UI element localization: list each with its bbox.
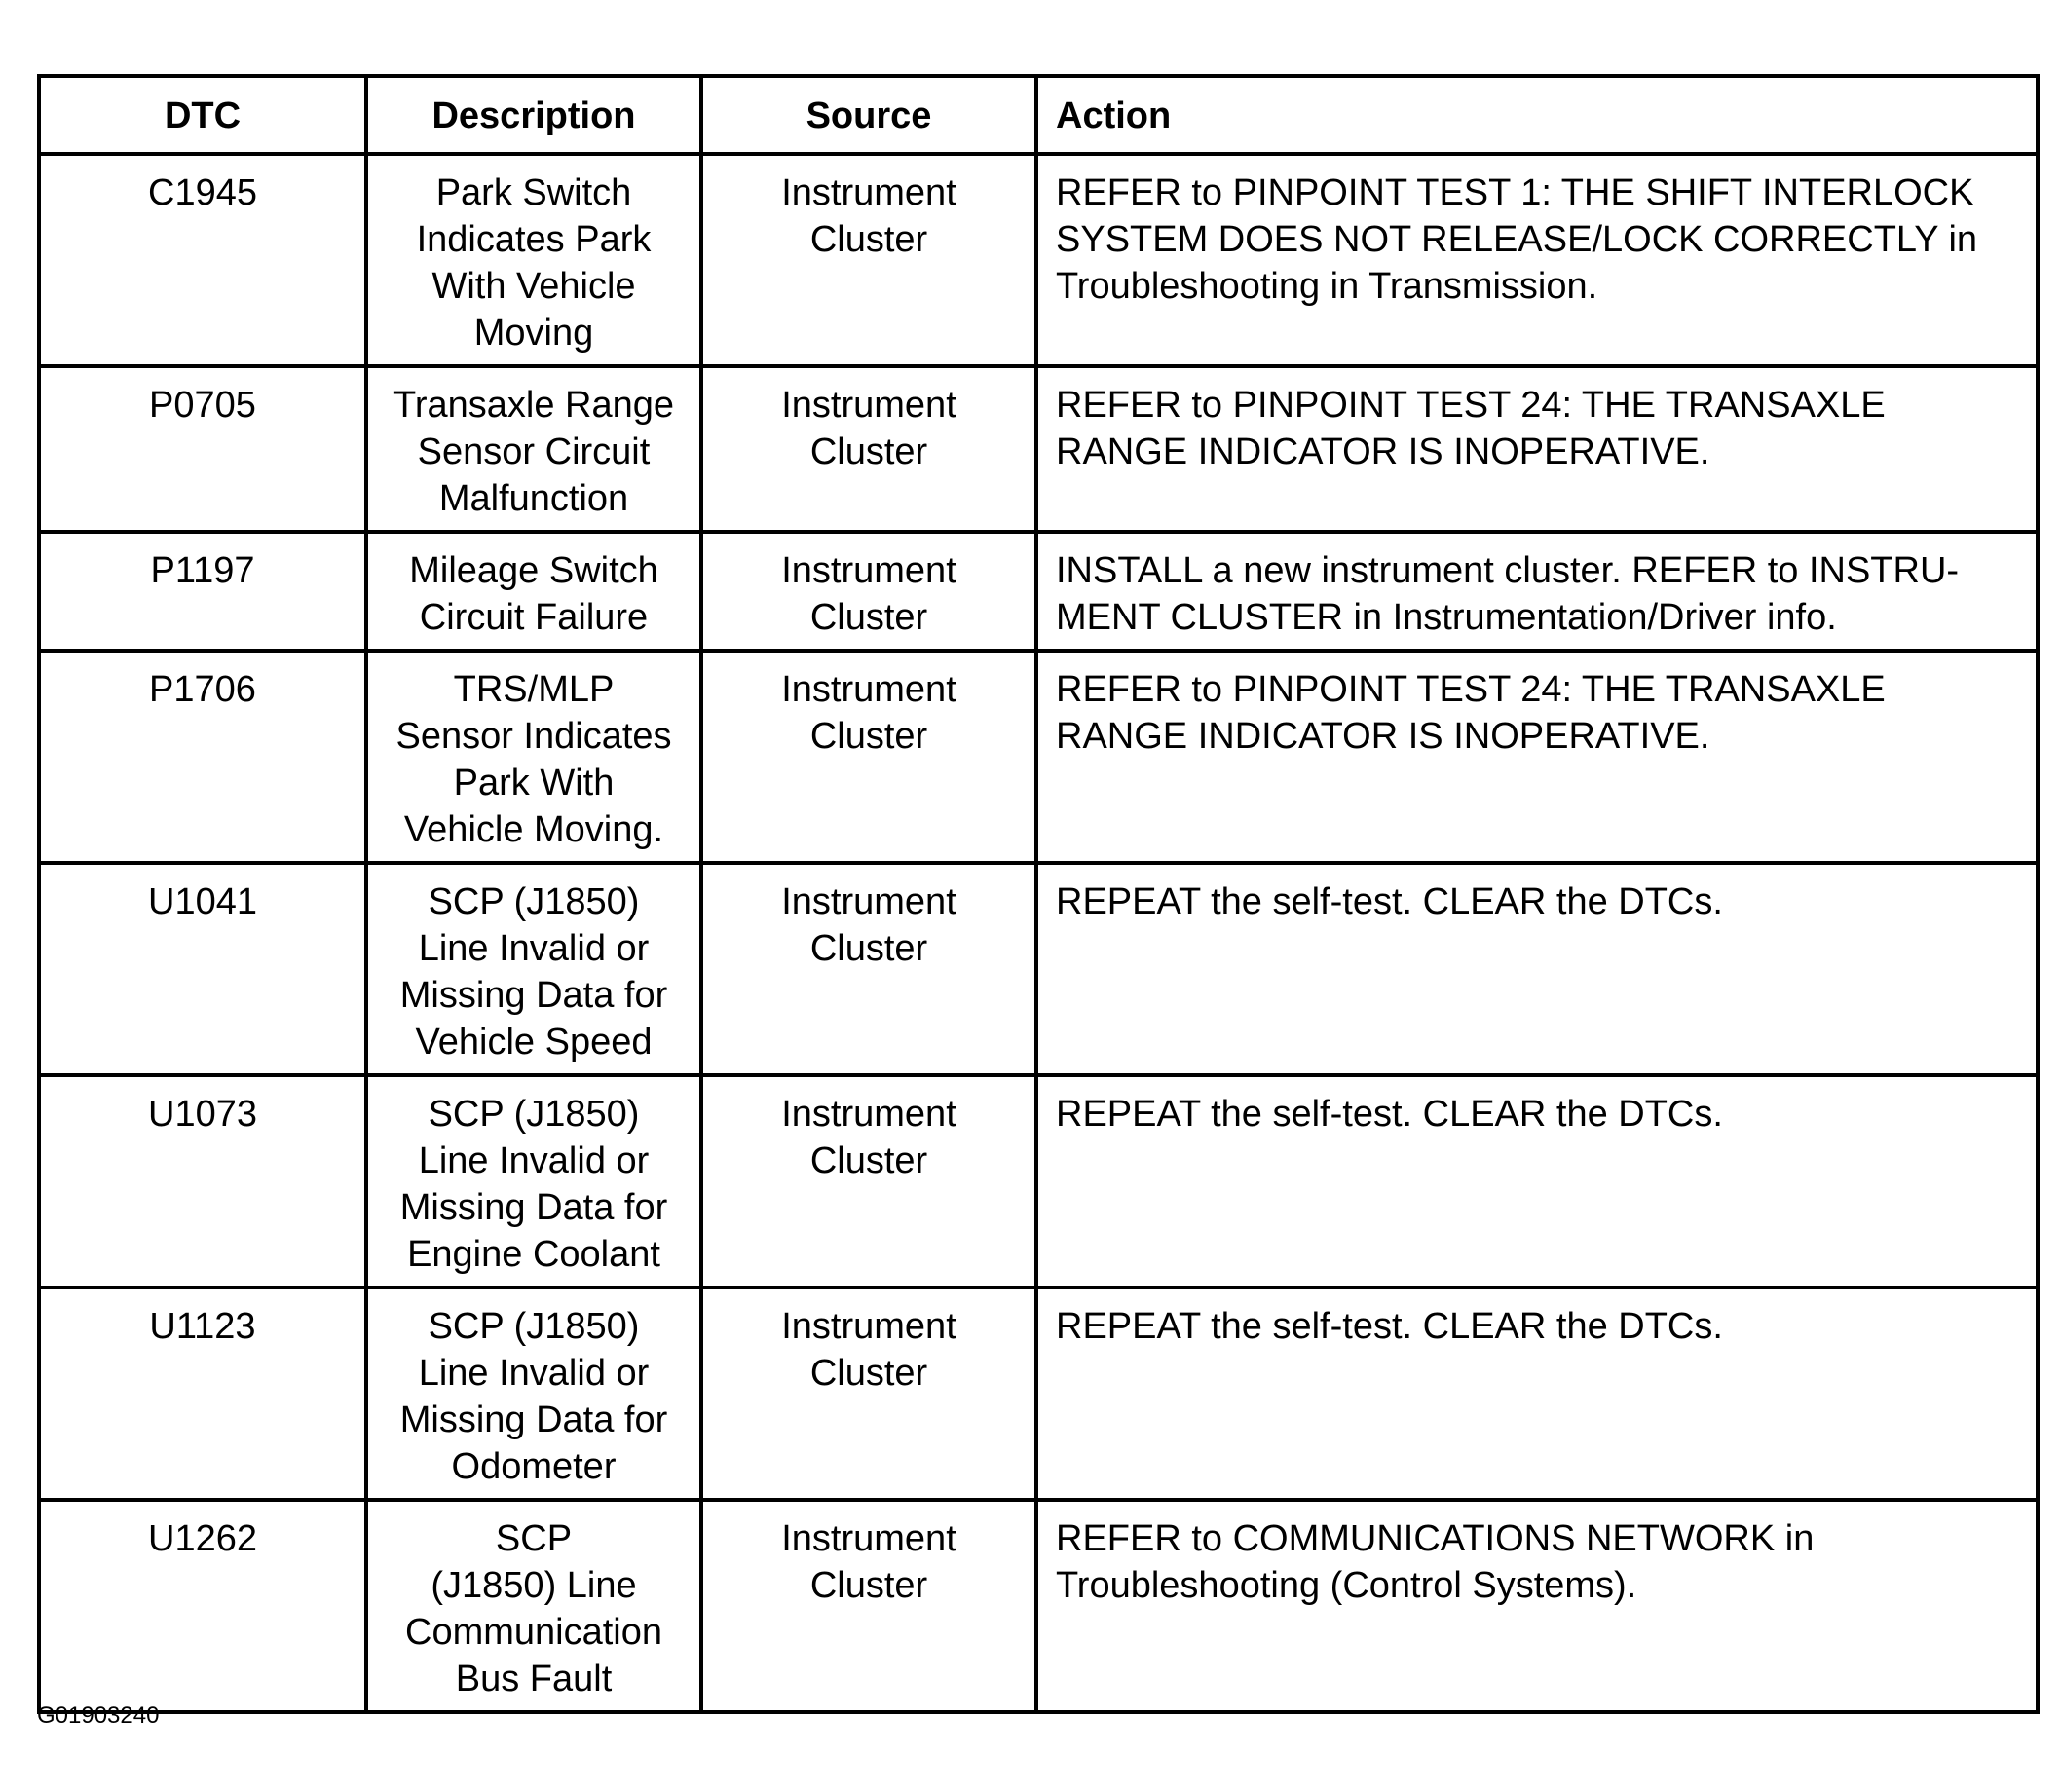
source-cell: Instrument Cluster bbox=[701, 651, 1036, 863]
table-row bbox=[39, 1500, 2038, 1712]
dtc-code-cell: P1197 bbox=[39, 532, 366, 651]
source-cell: Instrument Cluster bbox=[701, 366, 1036, 532]
table-row bbox=[39, 532, 2038, 651]
table-row bbox=[39, 1288, 2038, 1500]
dtc-table bbox=[37, 74, 2040, 1714]
description-cell: Mileage Switch Circuit Failure bbox=[366, 532, 701, 651]
table-header bbox=[39, 76, 2038, 154]
header-row bbox=[39, 76, 2038, 154]
action-cell: REPEAT the self-test. CLEAR the DTCs. bbox=[1036, 863, 2038, 1075]
dtc-code-cell: U1041 bbox=[39, 863, 366, 1075]
source-cell: Instrument Cluster bbox=[701, 1075, 1036, 1288]
dtc-code-cell: U1262 bbox=[39, 1500, 366, 1712]
description-cell: SCP (J1850) Line Invalid or Missing Data for Engine Coolant bbox=[366, 1075, 701, 1288]
header-dtc: DTC bbox=[39, 76, 366, 154]
description-cell: Transaxle Range Sensor Circuit Malfunction bbox=[366, 366, 701, 532]
dtc-code-cell: U1123 bbox=[39, 1288, 366, 1500]
table-body bbox=[39, 154, 2038, 1712]
action-cell: INSTALL a new instrument cluster. REFER to INSTRU-MENT CLUSTER in Instrumentation/Driver info. bbox=[1036, 532, 2038, 651]
dtc-code-cell: P0705 bbox=[39, 366, 366, 532]
description-cell: SCP (J1850) Line Communication Bus Fault bbox=[366, 1500, 701, 1712]
header-description: Description bbox=[366, 76, 701, 154]
table-row bbox=[39, 366, 2038, 532]
action-cell: REPEAT the self-test. CLEAR the DTCs. bbox=[1036, 1075, 2038, 1288]
action-cell: REFER to PINPOINT TEST 24: THE TRANSAXLE RANGE INDICATOR IS INOPERATIVE. bbox=[1036, 366, 2038, 532]
action-cell: REPEAT the self-test. CLEAR the DTCs. bbox=[1036, 1288, 2038, 1500]
header-action: Action bbox=[1036, 76, 2038, 154]
table-row bbox=[39, 1075, 2038, 1288]
source-cell: Instrument Cluster bbox=[701, 863, 1036, 1075]
action-cell: REFER to COMMUNICATIONS NETWORK in Troubleshooting (Control Systems). bbox=[1036, 1500, 2038, 1712]
action-cell: REFER to PINPOINT TEST 24: THE TRANSAXLE RANGE INDICATOR IS INOPERATIVE. bbox=[1036, 651, 2038, 863]
table-row bbox=[39, 863, 2038, 1075]
dtc-code-cell: U1073 bbox=[39, 1075, 366, 1288]
description-cell: SCP (J1850) Line Invalid or Missing Data for Vehicle Speed bbox=[366, 863, 701, 1075]
header-source: Source bbox=[701, 76, 1036, 154]
source-cell: Instrument Cluster bbox=[701, 532, 1036, 651]
table-row bbox=[39, 651, 2038, 863]
source-cell: Instrument Cluster bbox=[701, 1500, 1036, 1712]
description-cell: Park Switch Indicates Park With Vehicle Moving bbox=[366, 154, 701, 366]
dtc-code-cell: C1945 bbox=[39, 154, 366, 366]
source-cell: Instrument Cluster bbox=[701, 1288, 1036, 1500]
dtc-code-cell: P1706 bbox=[39, 651, 366, 863]
source-cell: Instrument Cluster bbox=[701, 154, 1036, 366]
table-row bbox=[39, 154, 2038, 366]
figure-id-label: G01903240 bbox=[37, 1702, 160, 1729]
description-cell: SCP (J1850) Line Invalid or Missing Data for Odometer bbox=[366, 1288, 701, 1500]
action-cell: REFER to PINPOINT TEST 1: THE SHIFT INTERLOCK SYSTEM DOES NOT RELEASE/LOCK CORRECTLY in Troubleshooting in Transmission. bbox=[1036, 154, 2038, 366]
description-cell: TRS/MLP Sensor Indicates Park With Vehicle Moving. bbox=[366, 651, 701, 863]
